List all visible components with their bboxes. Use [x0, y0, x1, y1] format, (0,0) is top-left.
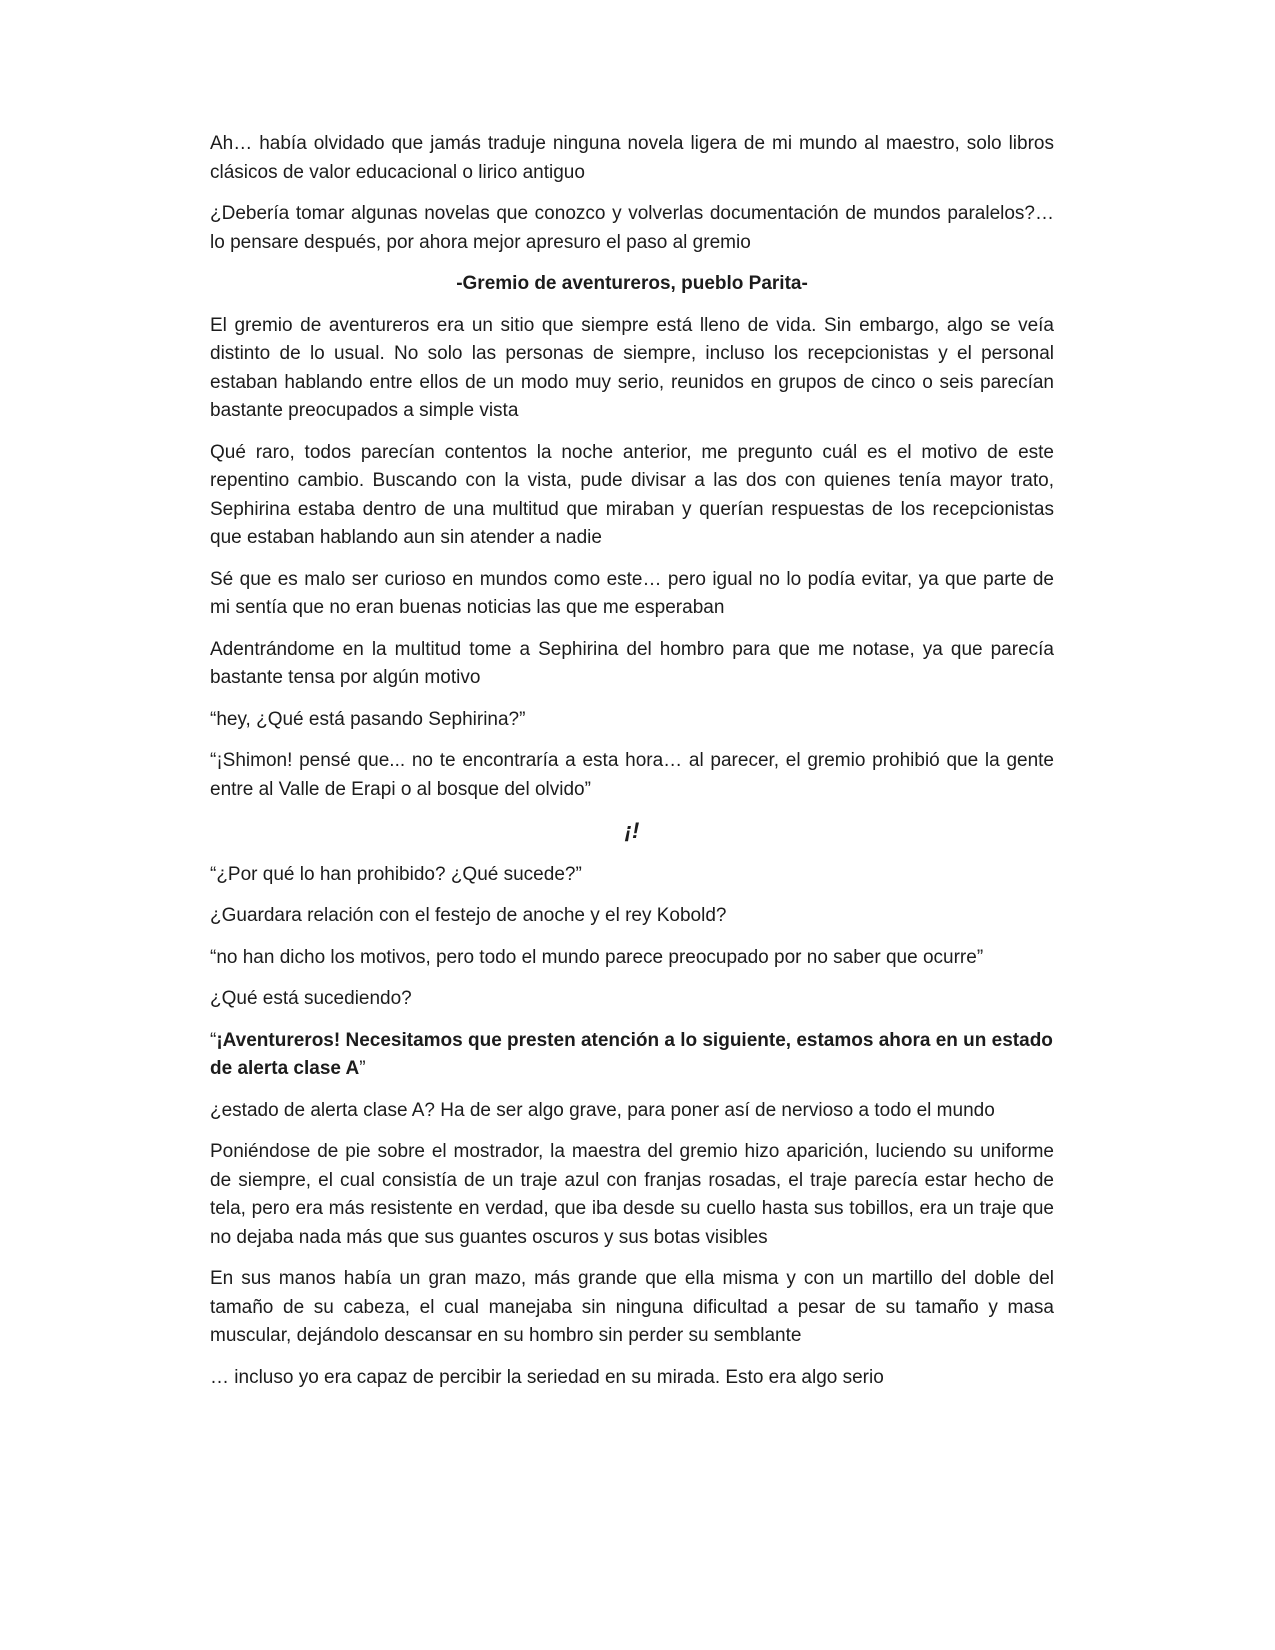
paragraph: ¿Guardara relación con el festejo de anoche y el rey Kobold? — [210, 905, 727, 926]
paragraph: Adentrándome en la multitud tome a Sephirina del hombro para que me notase, ya que parecía bastante tensa por algún motivo — [210, 638, 1054, 688]
dialogue-line: “hey, ¿Qué está pasando Sephirina?” — [210, 708, 526, 730]
bold-announcement: ¡Aventureros! Necesitamos que presten atención a lo siguiente, estamos ahora en un estado de alerta clase A — [210, 1029, 1053, 1079]
open-quote: “ — [210, 1029, 217, 1051]
document-page — [210, 130, 1054, 1392]
paragraph: ¿Debería tomar algunas novelas que conozco y volverlas documentación de mundos paralelos?… lo pensare después, por ahora mejor apresuro el paso al gremio — [210, 203, 1054, 253]
exclamation-mark: ¡! — [624, 818, 640, 843]
paragraph: Qué raro, todos parecían contentos la noche anterior, me pregunto cuál es el motivo de este repentino cambio. Buscando con la vista, pude divisar a las dos con quienes tenía mayor trato, Sephirina estaba dentro de una multitud que miraban y querían respuestas de los recepcionistas que estaban hablando aun sin atender a nadie — [210, 441, 1054, 548]
paragraph: ¿Qué está sucediendo? — [210, 988, 412, 1009]
scene-heading: -Gremio de aventureros, pueblo Parita- — [456, 273, 808, 294]
dialogue-line: “¡Shimon! pensé que... no te encontraría a esta hora… al parecer, el gremio prohibió que la gente entre al Valle de Erapi o al bosque del olvido” — [210, 750, 1054, 800]
paragraph: El gremio de aventureros era un sitio que siempre está lleno de vida. Sin embargo, algo se veía distinto de lo usual. No solo las personas de siempre, incluso los recepcionistas y el personal estaban hablando entre ellos de un modo muy serio, reunidos en grupos de cinco o seis parecían bastante preocupados a simple vista — [210, 314, 1054, 421]
paragraph: En sus manos había un gran mazo, más grande que ella misma y con un martillo del doble del tamaño de su cabeza, el cual manejaba sin ninguna dificultad a pesar de su tamaño y masa muscular, dejándolo descansar en su hombro sin perder su semblante — [210, 1268, 1054, 1346]
dialogue-line: “no han dicho los motivos, pero todo el mundo parece preocupado por no saber que ocurre” — [210, 946, 984, 968]
paragraph: Sé que es malo ser curioso en mundos como este… pero igual no lo podía evitar, ya que parte de mi sentía que no eran buenas noticias las que me esperaban — [210, 568, 1054, 618]
paragraph: ¿estado de alerta clase A? Ha de ser algo grave, para poner así de nervioso a todo el mundo — [210, 1099, 995, 1121]
close-quote: ” — [359, 1058, 366, 1079]
exclamation-break — [210, 817, 1054, 848]
paragraph: Poniéndose de pie sobre el mostrador, la maestra del gremio hizo aparición, luciendo su uniforme de siempre, el cual consistía de un traje azul con franjas rosadas, el traje parecía estar hecho de tela, pero era más resistente en verdad, que iba desde su cuello hasta sus tobillos, era un traje que no dejaba nada más que sus guantes oscuros y sus botas visibles — [210, 1141, 1054, 1248]
dialogue-line-bold — [210, 1027, 1054, 1084]
paragraph: … incluso yo era capaz de percibir la seriedad en su mirada. Esto era algo serio — [210, 1366, 884, 1388]
paragraph: Ah… había olvidado que jamás traduje ninguna novela ligera de mi mundo al maestro, solo libros clásicos de valor educacional o lirico antiguo — [210, 133, 1054, 183]
dialogue-line: “¿Por qué lo han prohibido? ¿Qué sucede?” — [210, 863, 582, 885]
